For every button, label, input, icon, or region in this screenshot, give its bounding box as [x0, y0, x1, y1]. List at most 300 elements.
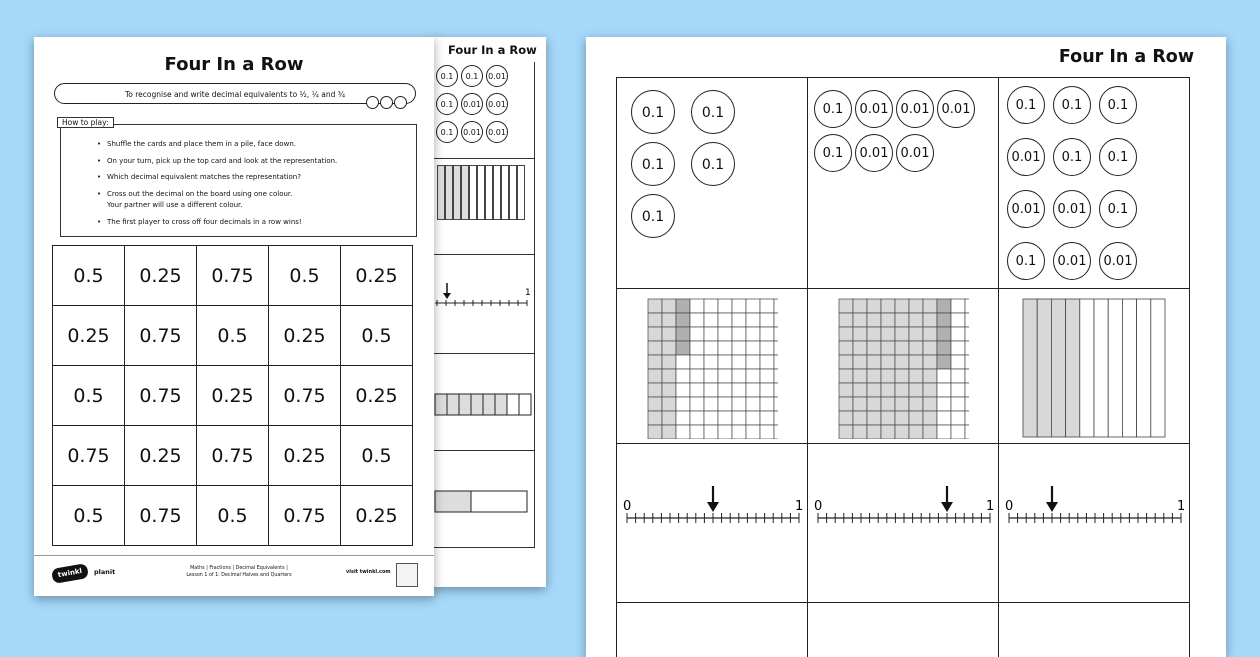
- game-board: [52, 245, 413, 546]
- board-cell[interactable]: 0.5: [53, 486, 125, 546]
- svg-text:1: 1: [1177, 499, 1185, 514]
- grid-square: [732, 397, 746, 411]
- grid-square: [690, 383, 704, 397]
- grid-square: [690, 369, 704, 383]
- decimal-counter: 0.1: [1007, 242, 1045, 280]
- grid-square: [853, 327, 867, 341]
- decimal-counter: 0.1: [691, 142, 735, 186]
- grid-square: [951, 299, 965, 313]
- board-cell[interactable]: 0.25: [197, 366, 269, 426]
- grid-square: [839, 411, 853, 425]
- grid-square: [881, 313, 895, 327]
- grid-square: [881, 299, 895, 313]
- grid-square: [648, 313, 662, 327]
- grid-square: [760, 313, 774, 327]
- board-row: [53, 486, 413, 546]
- grid-square: [746, 383, 760, 397]
- bar-segment: [435, 394, 447, 415]
- decimal-counter: 0.01: [486, 121, 508, 143]
- grid-square: [718, 425, 732, 439]
- game-board-worksheet: [34, 37, 434, 596]
- cards-title: Four In a Row: [1059, 47, 1194, 67]
- bar-segment: [471, 394, 483, 415]
- grid-square: [676, 369, 690, 383]
- grid-square: [774, 299, 778, 313]
- board-cell[interactable]: 0.25: [125, 246, 197, 306]
- grid-square: [867, 341, 881, 355]
- grid-square: [867, 383, 881, 397]
- bar-segment: [507, 394, 519, 415]
- tenth-strip: [1051, 299, 1065, 437]
- grid-square: [662, 313, 676, 327]
- decimal-counter: 0.1: [436, 65, 458, 87]
- grid-square: [760, 397, 774, 411]
- board-cell[interactable]: 0.75: [53, 426, 125, 486]
- card-hundred-grid-1: [617, 289, 808, 444]
- grid-square: [774, 341, 778, 355]
- grid-square: [965, 383, 969, 397]
- instruction-item: • The first player to cross off four decimals in a row wins!: [107, 217, 416, 229]
- tenth-strip: [1080, 299, 1094, 437]
- grid-square: [895, 299, 909, 313]
- footer: [34, 555, 434, 596]
- grid-square: [895, 341, 909, 355]
- decimal-counter: 0.1: [814, 90, 852, 128]
- grid-square: [937, 313, 951, 327]
- board-row: [53, 366, 413, 426]
- grid-square: [690, 299, 704, 313]
- grid-square: [895, 313, 909, 327]
- grid-square: [718, 355, 732, 369]
- tenth-strip: [1094, 299, 1108, 437]
- grid-square: [676, 425, 690, 439]
- decimal-counter: 0.01: [1007, 190, 1045, 228]
- board-cell[interactable]: 0.75: [269, 486, 341, 546]
- grid-square: [718, 341, 732, 355]
- decimal-counter: 0.1: [1053, 86, 1091, 124]
- grid-square: [895, 397, 909, 411]
- grid-square: [690, 341, 704, 355]
- how-to-play-box: [60, 124, 417, 237]
- grid-square: [648, 341, 662, 355]
- grid-square: [676, 397, 690, 411]
- grid-square: [965, 313, 969, 327]
- decimal-counter: 0.01: [1099, 242, 1137, 280]
- grid-square: [867, 369, 881, 383]
- decimal-counter: 0.01: [896, 134, 934, 172]
- back-bar: [433, 354, 533, 450]
- grid-square: [965, 411, 969, 425]
- grid-square: [923, 383, 937, 397]
- back-numberline: [433, 255, 533, 353]
- grid-square: [676, 299, 690, 313]
- grid-square: [923, 397, 937, 411]
- grid-square: [909, 411, 923, 425]
- grid-square: [746, 411, 760, 425]
- grid-square: [704, 397, 718, 411]
- grid-square: [853, 341, 867, 355]
- board-cell[interactable]: 0.5: [53, 246, 125, 306]
- number-line: [808, 444, 998, 598]
- grid-square: [937, 355, 951, 369]
- grid-square: [937, 425, 951, 439]
- board-cell[interactable]: 0.5: [197, 306, 269, 366]
- grid-square: [704, 425, 718, 439]
- grid-square: [951, 369, 965, 383]
- board-cell[interactable]: 0.75: [125, 366, 197, 426]
- grid-square: [746, 425, 760, 439]
- grid-square: [881, 355, 895, 369]
- grid-square: [853, 369, 867, 383]
- grid-square: [704, 355, 718, 369]
- grid-square: [839, 327, 853, 341]
- tenth-strip: [1122, 299, 1136, 437]
- grid-square: [909, 369, 923, 383]
- card-circles-1: [617, 78, 808, 289]
- grid-square: [676, 313, 690, 327]
- board-cell[interactable]: 0.75: [197, 426, 269, 486]
- grid-square: [965, 341, 969, 355]
- grid-square: [648, 327, 662, 341]
- back-circle-row: [433, 118, 534, 146]
- grid-square: [867, 411, 881, 425]
- grid-square: [704, 341, 718, 355]
- grid-square: [923, 327, 937, 341]
- footer-url[interactable]: visit twinkl.com: [346, 569, 391, 575]
- grid-square: [895, 411, 909, 425]
- grid-square: [648, 383, 662, 397]
- grid-square: [662, 299, 676, 313]
- tenths-bar: [1021, 297, 1167, 439]
- decimal-counter: 0.01: [855, 90, 893, 128]
- grid-square: [881, 411, 895, 425]
- grid-square: [951, 411, 965, 425]
- instruction-line: Your partner will use a different colour.: [107, 200, 416, 212]
- back-title: Four In a Row: [448, 43, 537, 57]
- board-row: [53, 306, 413, 366]
- grid-square: [923, 355, 937, 369]
- grid-square: [732, 383, 746, 397]
- grid-square: [937, 383, 951, 397]
- grid-square: [867, 327, 881, 341]
- grid-square: [909, 313, 923, 327]
- board-cell[interactable]: 0.25: [269, 306, 341, 366]
- grid-square: [676, 411, 690, 425]
- quality-badge-icon: [396, 563, 418, 587]
- back-card-grid: [432, 62, 535, 578]
- board-cell[interactable]: 0.5: [197, 486, 269, 546]
- grid-square: [732, 355, 746, 369]
- grid-square: [867, 397, 881, 411]
- grid-square: [923, 313, 937, 327]
- grid-square: [760, 327, 774, 341]
- board-cell[interactable]: 0.75: [197, 246, 269, 306]
- tenth-strip: [1137, 299, 1151, 437]
- bar-segment: [495, 394, 507, 415]
- tenth-strip: [1066, 299, 1080, 437]
- card-numberline-3: [999, 444, 1190, 603]
- tenth-strip: [1108, 299, 1122, 437]
- back-tenths-bar: [433, 159, 535, 255]
- grid-square: [909, 355, 923, 369]
- board-cell[interactable]: 0.25: [341, 246, 413, 306]
- grid-square: [662, 341, 676, 355]
- footer-breadcrumb-text: Maths | Fractions | Decimal Equivalents |: [154, 565, 324, 572]
- bar-segment: [447, 394, 459, 415]
- grid-square: [853, 411, 867, 425]
- grid-square: [867, 313, 881, 327]
- grid-square: [732, 341, 746, 355]
- board-cell[interactable]: 0.75: [269, 366, 341, 426]
- grid-square: [895, 355, 909, 369]
- grid-square: [951, 313, 965, 327]
- grid-square: [718, 383, 732, 397]
- grid-square: [937, 411, 951, 425]
- decimal-counter: 0.1: [631, 194, 675, 238]
- grid-square: [909, 425, 923, 439]
- grid-square: [774, 313, 778, 327]
- grid-square: [937, 341, 951, 355]
- grid-square: [853, 299, 867, 313]
- grid-square: [923, 369, 937, 383]
- grid-square: [746, 397, 760, 411]
- fraction-bar: [999, 603, 1189, 657]
- instruction-item: [107, 189, 416, 212]
- footer-lesson-text: Lesson 1 of 1: Decimal Halves and Quarters: [154, 572, 324, 579]
- planit-logo: planit: [94, 568, 115, 576]
- grid-square: [923, 299, 937, 313]
- footer-breadcrumb: [154, 565, 324, 579]
- card-numberline-2: [808, 444, 999, 603]
- arrow-down-icon: [1046, 502, 1058, 512]
- tenth-strip: [1151, 299, 1165, 437]
- grid-square: [923, 341, 937, 355]
- board-cell[interactable]: 0.25: [269, 426, 341, 486]
- grid-square: [895, 327, 909, 341]
- hundred-grid: [837, 297, 969, 439]
- grid-square: [937, 369, 951, 383]
- grid-square: [909, 341, 923, 355]
- grid-square: [965, 369, 969, 383]
- grid-square: [704, 369, 718, 383]
- grid-square: [881, 383, 895, 397]
- grid-square: [839, 397, 853, 411]
- grid-square: [774, 425, 778, 439]
- grid-square: [881, 327, 895, 341]
- grid-square: [704, 383, 718, 397]
- svg-text:0: 0: [623, 499, 631, 514]
- objective-bar: [54, 83, 416, 104]
- decimal-counter: 0.1: [1053, 138, 1091, 176]
- grid-square: [662, 355, 676, 369]
- grid-square: [704, 313, 718, 327]
- decimal-counter: 0.1: [814, 134, 852, 172]
- grid-square: [760, 355, 774, 369]
- grid-square: [746, 313, 760, 327]
- grid-square: [746, 355, 760, 369]
- grid-square: [839, 313, 853, 327]
- grid-square: [718, 313, 732, 327]
- grid-square: [774, 383, 778, 397]
- grid-square: [909, 299, 923, 313]
- grid-square: [951, 355, 965, 369]
- decimal-counter: 0.1: [1007, 86, 1045, 124]
- grid-square: [839, 341, 853, 355]
- grid-square: [951, 383, 965, 397]
- decimal-counter: 0.01: [937, 90, 975, 128]
- grid-square: [774, 355, 778, 369]
- grid-square: [676, 341, 690, 355]
- grid-square: [881, 425, 895, 439]
- decimal-counter: 0.1: [461, 65, 483, 87]
- board-cell[interactable]: 0.75: [125, 486, 197, 546]
- instruction-list: [61, 139, 416, 228]
- arrow-down-icon: [941, 502, 953, 512]
- grid-square: [774, 411, 778, 425]
- grid-square: [648, 397, 662, 411]
- svg-text:0: 0: [1005, 499, 1013, 514]
- grid-square: [839, 355, 853, 369]
- grid-square: [951, 425, 965, 439]
- bar-segment: [459, 394, 471, 415]
- grid-square: [760, 299, 774, 313]
- grid-square: [937, 299, 951, 313]
- grid-square: [690, 397, 704, 411]
- grid-square: [881, 397, 895, 411]
- grid-square: [951, 397, 965, 411]
- grid-square: [923, 411, 937, 425]
- decimal-counter: 0.1: [1099, 86, 1137, 124]
- grid-square: [867, 299, 881, 313]
- grid-square: [965, 397, 969, 411]
- grid-square: [704, 411, 718, 425]
- grid-square: [937, 327, 951, 341]
- grid-square: [760, 383, 774, 397]
- decimal-counter: 0.1: [436, 93, 458, 115]
- grid-square: [895, 383, 909, 397]
- svg-text:1: 1: [986, 499, 994, 514]
- grid-square: [690, 411, 704, 425]
- fraction-bar: [808, 603, 998, 657]
- objective-text: To recognise and write decimal equivalents to ½, ¼ and ¾: [125, 90, 345, 99]
- arrow-down-icon: [707, 502, 719, 512]
- board-cell[interactable]: 0.5: [53, 366, 125, 426]
- grid-square: [895, 369, 909, 383]
- decimal-counter: 0.01: [486, 93, 508, 115]
- board-cell[interactable]: 0.75: [125, 306, 197, 366]
- card-numberline-1: [617, 444, 808, 603]
- grid-square: [881, 341, 895, 355]
- difficulty-circles-icon: [365, 96, 407, 117]
- board-cell[interactable]: 0.5: [341, 426, 413, 486]
- grid-square: [774, 397, 778, 411]
- back-circles-row: [433, 62, 535, 159]
- grid-square: [853, 383, 867, 397]
- grid-square: [718, 327, 732, 341]
- svg-text:1: 1: [795, 499, 803, 514]
- tenth-strip: [1037, 299, 1051, 437]
- board-cell[interactable]: 0.5: [341, 306, 413, 366]
- grid-square: [732, 425, 746, 439]
- decimal-counter: 0.1: [1099, 190, 1137, 228]
- decimal-counter: 0.01: [461, 121, 483, 143]
- bar-segment: [483, 394, 495, 415]
- grid-square: [853, 425, 867, 439]
- grid-square: [839, 425, 853, 439]
- grid-square: [690, 425, 704, 439]
- grid-square: [760, 369, 774, 383]
- decimal-counter: 0.01: [855, 134, 893, 172]
- twinkl-logo: twinkl: [51, 563, 89, 584]
- board-cell[interactable]: 0.25: [341, 486, 413, 546]
- grid-square: [662, 383, 676, 397]
- grid-square: [662, 397, 676, 411]
- grid-square: [662, 411, 676, 425]
- grid-square: [774, 369, 778, 383]
- cards-worksheet: [586, 37, 1226, 657]
- decimal-counter: 0.1: [631, 90, 675, 134]
- grid-square: [965, 327, 969, 341]
- grid-square: [690, 313, 704, 327]
- number-line: [617, 444, 807, 598]
- grid-square: [746, 369, 760, 383]
- decimal-counter: 0.01: [486, 65, 508, 87]
- grid-square: [718, 397, 732, 411]
- back-circle-row: [433, 62, 534, 90]
- grid-square: [746, 327, 760, 341]
- back-half-bar: [433, 451, 533, 547]
- card-circles-2: [808, 78, 999, 289]
- grid-square: [760, 341, 774, 355]
- instruction-item: • On your turn, pick up the top card and look at the representation.: [107, 156, 416, 168]
- how-to-play-label: How to play:: [57, 117, 114, 128]
- grid-square: [732, 411, 746, 425]
- grid-square: [760, 425, 774, 439]
- tenth-strip: [1023, 299, 1037, 437]
- back-numberline-end: 1: [525, 288, 531, 298]
- grid-square: [732, 299, 746, 313]
- back-circle-row: [433, 90, 534, 118]
- grid-square: [718, 299, 732, 313]
- card-circles-3: [999, 78, 1190, 289]
- board-cell[interactable]: 0.25: [53, 306, 125, 366]
- grid-square: [732, 327, 746, 341]
- grid-square: [853, 313, 867, 327]
- svg-text:0: 0: [814, 499, 822, 514]
- back-worksheet: [430, 37, 546, 587]
- board-cell[interactable]: 0.25: [125, 426, 197, 486]
- back-numberline-row: [433, 255, 535, 354]
- board-cell[interactable]: 0.25: [341, 366, 413, 426]
- grid-square: [648, 299, 662, 313]
- grid-square: [732, 313, 746, 327]
- grid-square: [909, 383, 923, 397]
- grid-square: [648, 411, 662, 425]
- grid-square: [839, 383, 853, 397]
- instruction-item: • Which decimal equivalent matches the representation?: [107, 172, 416, 184]
- decimal-counter: 0.01: [1007, 138, 1045, 176]
- grid-square: [718, 411, 732, 425]
- board-cell[interactable]: 0.5: [269, 246, 341, 306]
- grid-square: [867, 355, 881, 369]
- grid-square: [923, 425, 937, 439]
- card-tenths-bar: [999, 289, 1190, 444]
- page-title: Four In a Row: [34, 54, 434, 75]
- grid-square: [690, 355, 704, 369]
- grid-square: [839, 299, 853, 313]
- grid-square: [909, 397, 923, 411]
- grid-square: [937, 397, 951, 411]
